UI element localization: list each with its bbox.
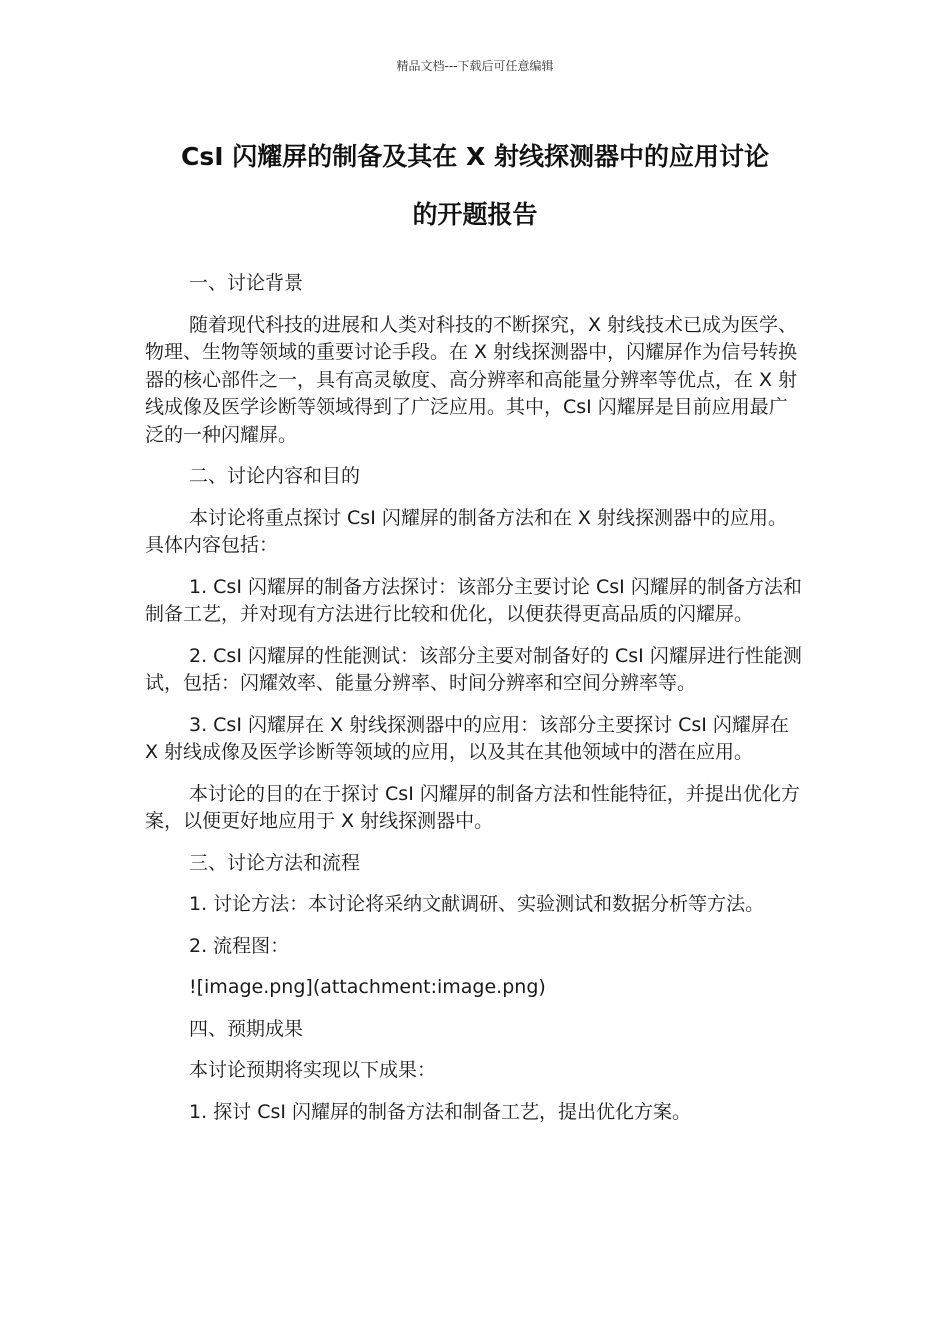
section-heading-content-purpose: 二、讨论内容和目的 [189,465,361,487]
results-intro: 本讨论预期将实现以下成果： [189,1059,437,1081]
paragraph-content-intro: 本讨论将重点探讨 CsI 闪耀屏的制备方法和在 X 射线探测器中的应用。具体内容包括： [145,506,787,556]
paragraph-item-1: 1. CsI 闪耀屏的制备方法探讨：该部分主要讨论 CsI 闪耀屏的制备方法和制备工艺，并对现有方法进行比较和优化，以便获得更高品质的闪耀屏。 [145,575,802,625]
document-title [120,128,830,244]
section-heading-method: 三、讨论方法和流程 [189,851,361,874]
title-line-2: 的开题报告 [412,200,538,229]
document-body [145,270,805,1140]
paragraph-item-2: 2. CsI 闪耀屏的性能测试：该部分主要对制备好的 CsI 闪耀屏进行性能测试，包括：闪耀效率、能量分辨率、时间分辨率和空间分辨率等。 [145,644,802,694]
title-line-1: CsI 闪耀屏的制备及其在 X 射线探测器中的应用讨论 [181,142,769,171]
section-heading-results: 四、预期成果 [189,1017,304,1040]
section-heading-background: 一、讨论背景 [189,272,304,294]
method-line-2: 2. 流程图： [189,934,290,957]
method-line-1: 1. 讨论方法：本讨论将采纳文献调研、实验测试和数据分析等方法。 [189,893,765,915]
page-header: 精品文档---下载后可任意编辑 [396,59,554,73]
paragraph-purpose: 本讨论的目的在于探讨 CsI 闪耀屏的制备方法和性能特征，并提出优化方案，以便更好地应用于 X 射线探测器中。 [145,782,800,832]
paragraph-item-3: 3. CsI 闪耀屏在 X 射线探测器中的应用：该部分主要探讨 CsI 闪耀屏在 X 射线成像及医学诊断等领域的应用，以及其在其他领域中的潜在应用。 [145,713,789,763]
paragraph-background: 随着现代科技的进展和人类对科技的不断探究，X 射线技术已成为医学、物理、生物等领域的重要讨论手段。在 X 射线探测器中，闪耀屏作为信号转换器的核心部件之一，具有高灵敏度、高分辨率和高能量分辨率等优点，在 X 射线成像及医学诊断等领域得到了广泛应用。其中，CsI 闪耀屏是目前应用最广泛的一种闪耀屏。 [145,313,798,446]
results-item-1: 1. 探讨 CsI 闪耀屏的制备方法和制备工艺，提出优化方案。 [189,1100,692,1123]
image-placeholder-text: ![image.png](attachment:image.png) [189,976,546,998]
